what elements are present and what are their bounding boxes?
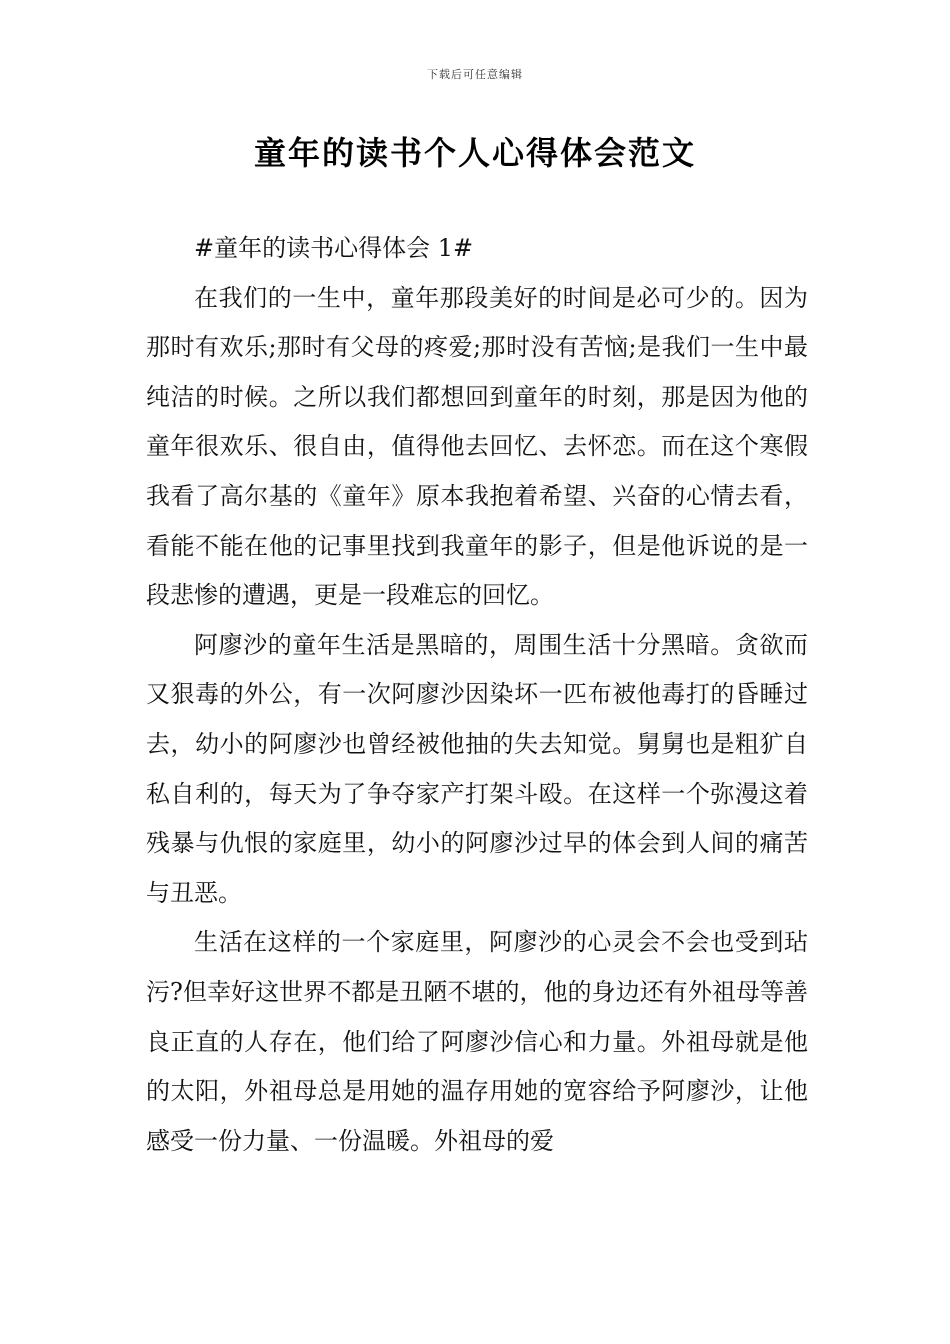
paragraph-3: 生活在这样的一个家庭里，阿廖沙的心灵会不会也受到玷污?但幸好这世界不都是丑陋不堪的，他的身边还有外祖母等善良正直的人存在，他们给了阿廖沙信心和力量。外祖母就是他的太阳，外祖母总是用她的温存用她的宽容给予阿廖沙，让他感受一份力量、一份温暖。外祖母的爱 (146, 928, 808, 1155)
paragraph-1: 在我们的一生中，童年那段美好的时间是必可少的。因为那时有欢乐;那时有父母的疼爱;那时没有苦恼;是我们一生中最纯洁的时候。之所以我们都想回到童年的时刻，那是因为他的童年很欢乐、很自由，值得他去回忆、去怀恋。而在这个寒假我看了高尔基的《童年》原本我抱着希望、兴奋的心情去看，看能不能在他的记事里找到我童年的影子，但是他诉说的是一段悲惨的遭遇，更是一段难忘的回忆。 (146, 283, 808, 610)
document-body (146, 224, 808, 1166)
section-heading: #童年的读书心得体会 1# (194, 234, 474, 262)
paragraph-2: 阿廖沙的童年生活是黑暗的，周围生活十分黑暗。贪欲而又狠毒的外公，有一次阿廖沙因染坏一匹布被他毒打的昏睡过去，幼小的阿廖沙也曾经被他抽的失去知觉。舅舅也是粗犷自私自利的，每天为了争夺家产打架斗殴。在这样一个弥漫这着残暴与仇恨的家庭里，幼小的阿廖沙过早的体会到人间的痛苦与丑恶。 (146, 630, 808, 907)
header-note: 下载后可任意编辑 (427, 68, 523, 81)
document-title: 童年的读书个人心得体会范文 (253, 134, 696, 172)
